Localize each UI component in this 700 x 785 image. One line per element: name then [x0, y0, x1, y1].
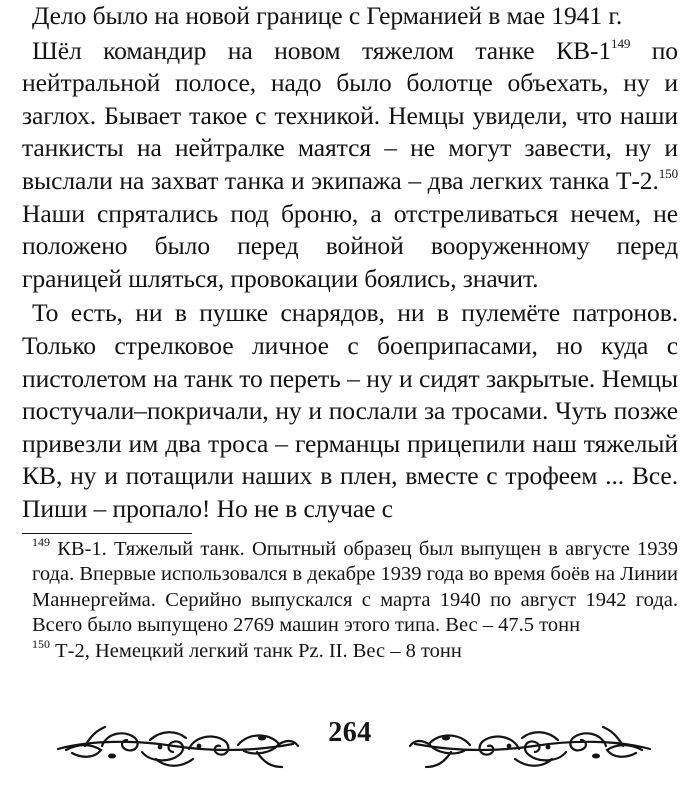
footnote-text: Т-2, Немецкий легкий танк Pz. II. Вес – 8 тонн — [50, 639, 462, 662]
paragraph-1 — [22, 0, 678, 33]
footnote-149 — [22, 537, 678, 639]
paragraph-2-text-b: по нейтральной полосе, надо было болотце объехать, ну и заглох. Бывает такое с техникой. Немцы увидели, что наши танкисты на нейтралке маятся – не могут завести, ну и выслали на захват танка и экипажа – два легких танка Т-2. — [22, 35, 678, 195]
footnote-ref-149: 149 — [611, 36, 631, 52]
paragraph-2-text-c: Наши спрятались под броню, а отстреливаться нечем, не положено было перед войной вооруженному перед границей шляться, провокации боялись, значит. — [22, 198, 678, 293]
book-page — [22, 0, 678, 664]
paragraph-3-text: То есть, ни в пушке снарядов, ни в пулемёте патронов. Только стрелковое личное с боеприпасами, но куда с пистолетом на танк то переть – ну и сидят закрытые. Немцы постучали–покричали, ну и послали за тросами. Чуть позже привезли им два троса – германцы прицепили наш тяжелый КВ, ну и потащили наших в плен, вместе с трофеем ... Все. Пиши – пропало! Но не в случае с — [22, 298, 678, 523]
left-ornament-icon — [50, 715, 300, 779]
paragraph-3 — [22, 297, 678, 525]
paragraph-2-text-a: Шёл командир на новом тяжелом танке КВ-1 — [32, 35, 612, 65]
footnote-divider — [22, 533, 192, 535]
page-footer — [0, 707, 700, 785]
paragraph-2 — [22, 35, 678, 296]
main-text — [22, 0, 678, 526]
footnotes — [22, 537, 678, 664]
right-ornament-icon — [408, 715, 658, 779]
footnote-number: 149 — [32, 535, 50, 550]
footnote-number: 150 — [32, 636, 50, 651]
footnote-text: КВ-1. Тяжелый танк. Опытный образец был выпущен в августе 1939 года. Впервые использовался в декабре 1939 года во время боёв на Линии Маннергейма. Серийно выпускался с марта 1940 по август 1942 года. Всего было выпущено 2769 машин этого типа. Вес – 47.5 тонн — [32, 538, 678, 637]
page-number: 264 — [328, 717, 372, 748]
footnote-ref-150: 150 — [658, 166, 678, 182]
footnote-150 — [22, 636, 678, 664]
paragraph-1-text: Дело было на новой границе с Германией в мае 1941 г. — [32, 1, 623, 30]
